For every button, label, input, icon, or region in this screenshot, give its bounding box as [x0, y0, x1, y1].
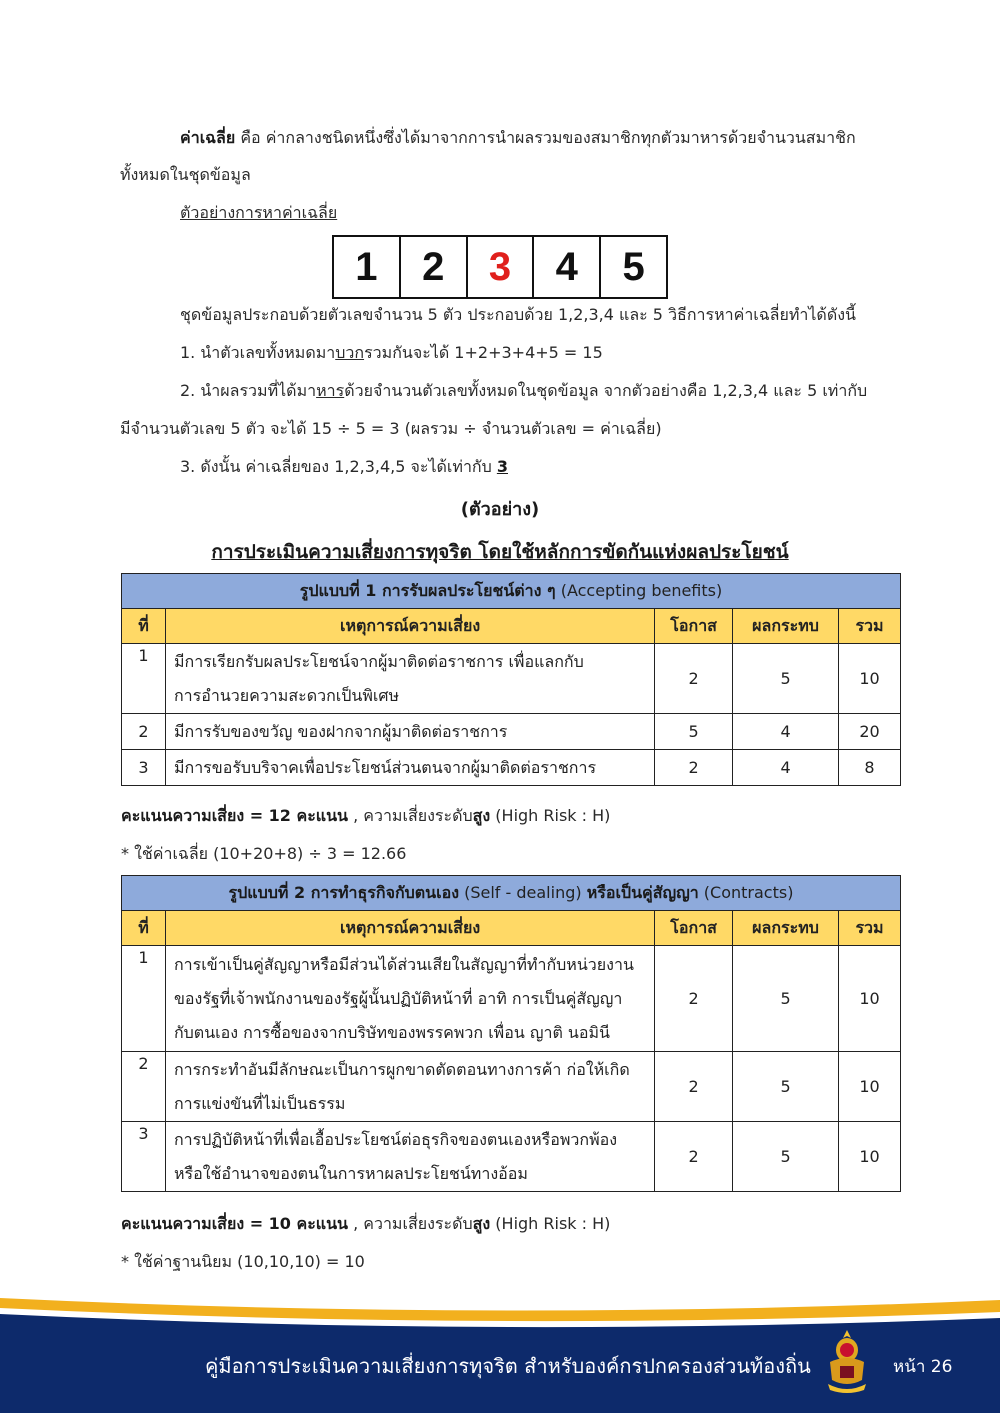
table-row — [122, 1122, 901, 1192]
number-cell-highlight: 3 — [468, 237, 535, 297]
row-event: มีการรับของขวัญ ของฝากจากผู้มาติดต่อราชการ — [165, 714, 654, 750]
explain-step3 — [180, 457, 880, 477]
row-impact: 4 — [733, 714, 839, 750]
score-mid: , ความเสี่ยงระดับ — [348, 806, 473, 825]
explain-intro: ชุดข้อมูลประกอบด้วยตัวเลขจำนวน 5 ตัว ประกอบด้วย 1,2,3,4 และ 5 วิธีการหาค่าเฉลี่ยทำได้ดังนี้ — [180, 305, 856, 324]
step1-text: 1. นำตัวเลขทั้งหมดมา — [180, 343, 336, 362]
score-level: สูง — [472, 1214, 491, 1233]
table1-caption — [122, 574, 901, 609]
score-mid: , ความเสี่ยงระดับ — [348, 1214, 473, 1233]
row-event-line: มีการเรียกรับผลประโยชน์จากผู้มาติดต่อราชการ เพื่อแลกกับ — [173, 651, 584, 671]
row-impact: 5 — [733, 1122, 839, 1192]
risk-table-2 — [121, 875, 901, 1192]
table1-score — [121, 806, 881, 826]
row-total: 20 — [839, 714, 901, 750]
step1-text-rest: รวมกันจะได้ 1+2+3+4+5 = 15 — [364, 343, 603, 362]
explain-step2-line2: มีจำนวนตัวเลข 5 ตัว จะได้ 15 ÷ 5 = 3 (ผลรวม ÷ จำนวนตัวเลข = ค่าเฉลี่ย) — [120, 419, 662, 438]
row-chance: 2 — [655, 750, 733, 786]
step2-text: 2. นำผลรวมที่ได้มา — [180, 381, 317, 400]
table2-caption — [122, 876, 901, 911]
row-total: 8 — [839, 750, 901, 786]
table-row — [122, 714, 901, 750]
table-row — [122, 750, 901, 786]
row-impact: 5 — [733, 644, 839, 714]
row-chance: 2 — [655, 946, 733, 1052]
col-header-chance: โอกาส — [655, 609, 733, 644]
col-header-event: เหตุการณ์ความเสี่ยง — [165, 609, 654, 644]
definition-text: คือ ค่ากลางชนิดหนึ่งซึ่งได้มาจากการนำผลรวมของสมาชิกทุกตัวมาหารด้วยจำนวนสมาชิก — [235, 128, 856, 147]
row-no: 3 — [122, 1122, 166, 1192]
assessment-title: การประเมินความเสี่ยงการทุจริต โดยใช้หลักการขัดกันแห่งผลประโยชน์ — [211, 541, 789, 563]
row-event — [165, 1122, 654, 1192]
row-total: 10 — [839, 644, 901, 714]
row-total: 10 — [839, 946, 901, 1052]
table-row — [122, 1052, 901, 1122]
table2-score — [121, 1214, 881, 1234]
row-chance: 2 — [655, 1052, 733, 1122]
row-event-line: ของรัฐที่เจ้าพนักงานของรัฐผู้นั้นปฏิบัติหน้าที่ อาทิ การเป็นคู่สัญญา — [173, 988, 623, 1008]
explain-step2 — [180, 381, 880, 401]
number-box — [332, 235, 668, 299]
col-header-total: รวม — [839, 609, 901, 644]
row-chance: 5 — [655, 714, 733, 750]
row-event-line: หรือใช้อำนาจของตนในการหาผลประโยชน์ทางอ้อม — [173, 1163, 528, 1183]
table2-note: * ใช้ค่าฐานนิยม (10,10,10) = 10 — [121, 1252, 365, 1271]
score-rest: (High Risk : H) — [490, 1214, 611, 1233]
row-event-line: การอำนวยความสะดวกเป็นพิเศษ — [173, 685, 400, 705]
table1-caption-bold: รูปแบบที่ 1 การรับผลประโยชน์ต่าง ๆ — [299, 580, 556, 600]
col-header-impact: ผลกระทบ — [733, 911, 839, 946]
step3-text: 3. ดังนั้น ค่าเฉลี่ยของ 1,2,3,4,5 จะได้เท่ากับ — [180, 457, 497, 476]
table2-caption-bold2: หรือเป็นคู่สัญญา — [586, 882, 699, 902]
row-total: 10 — [839, 1122, 901, 1192]
row-event: มีการขอรับบริจาคเพื่อประโยชน์ส่วนตนจากผู้มาติดต่อราชการ — [165, 750, 654, 786]
row-no: 2 — [122, 714, 166, 750]
row-event-line: การกระทำอันมีลักษณะเป็นการผูกขาดตัดตอนทางการค้า ก่อให้เกิด — [173, 1059, 630, 1079]
row-event — [165, 1052, 654, 1122]
risk-table-1 — [121, 573, 901, 786]
definition-line2: ทั้งหมดในชุดข้อมูล — [120, 165, 251, 184]
row-chance: 2 — [655, 1122, 733, 1192]
row-no: 2 — [122, 1052, 166, 1122]
row-event — [165, 644, 654, 714]
table1-caption-rest: (Accepting benefits) — [555, 580, 723, 600]
table2-header-row — [122, 911, 901, 946]
row-event — [165, 946, 654, 1052]
table2-caption-rest: (Contracts) — [698, 882, 794, 902]
col-header-no: ที่ — [122, 609, 166, 644]
score-bold: คะแนนความเสี่ยง = 12 คะแนน — [121, 806, 348, 825]
row-impact: 5 — [733, 946, 839, 1052]
number-cell: 1 — [334, 237, 401, 297]
row-event-line: การแข่งขันที่ไม่เป็นธรรม — [173, 1093, 346, 1113]
table1-header-row — [122, 609, 901, 644]
step1-underlined: บวก — [335, 343, 365, 362]
score-level: สูง — [472, 806, 491, 825]
row-no: 1 — [122, 644, 166, 714]
col-header-chance: โอกาส — [655, 911, 733, 946]
row-event-line: การเข้าเป็นคู่สัญญาหรือมีส่วนได้ส่วนเสียในสัญญาที่ทำกับหน่วยงาน — [173, 954, 634, 974]
step2-underlined: หาร — [316, 381, 345, 400]
number-cell: 2 — [401, 237, 468, 297]
row-event-line: การปฏิบัติหน้าที่เพื่อเอื้อประโยชน์ต่อธุรกิจของตนเองหรือพวกพ้อง — [173, 1129, 618, 1149]
footer-title: คู่มือการประเมินความเสี่ยงการทุจริต สำหรับองค์กรปกครองส่วนท้องถิ่น — [205, 1354, 811, 1378]
row-impact: 5 — [733, 1052, 839, 1122]
number-cell: 4 — [534, 237, 601, 297]
row-chance: 2 — [655, 644, 733, 714]
col-header-total: รวม — [839, 911, 901, 946]
definition-term: ค่าเฉลี่ย — [180, 128, 236, 147]
table1-note: * ใช้ค่าเฉลี่ย (10+20+8) ÷ 3 = 12.66 — [121, 844, 407, 863]
table2-caption-mid: (Self - dealing) — [459, 882, 587, 902]
row-no: 1 — [122, 946, 166, 1052]
step3-answer: 3 — [496, 457, 508, 476]
col-header-impact: ผลกระทบ — [733, 609, 839, 644]
sample-label: (ตัวอย่าง) — [460, 499, 540, 520]
example-heading: ตัวอย่างการหาค่าเฉลี่ย — [180, 203, 338, 222]
col-header-event: เหตุการณ์ความเสี่ยง — [165, 911, 654, 946]
number-cell: 5 — [622, 244, 645, 289]
row-event-line: กับตนเอง การซื้อของจากบริษัทของพรรคพวก เพื่อน ญาติ นอมินี — [173, 1022, 610, 1042]
col-header-no: ที่ — [122, 911, 166, 946]
table2-caption-bold: รูปแบบที่ 2 การทำธุรกิจกับตนเอง — [228, 882, 460, 902]
table-row — [122, 946, 901, 1052]
thai-government-emblem-icon — [820, 1328, 874, 1394]
table-row — [122, 644, 901, 714]
definition-paragraph — [120, 128, 880, 148]
row-no: 3 — [122, 750, 166, 786]
row-total: 10 — [839, 1052, 901, 1122]
step2-text-rest: ด้วยจำนวนตัวเลขทั้งหมดในชุดข้อมูล จากตัวอย่างคือ 1,2,3,4 และ 5 เท่ากับ — [344, 381, 868, 400]
score-bold: คะแนนความเสี่ยง = 10 คะแนน — [121, 1214, 348, 1233]
score-rest: (High Risk : H) — [490, 806, 611, 825]
page-number: หน้า 26 — [893, 1357, 953, 1377]
row-impact: 4 — [733, 750, 839, 786]
explain-step1 — [180, 343, 880, 363]
